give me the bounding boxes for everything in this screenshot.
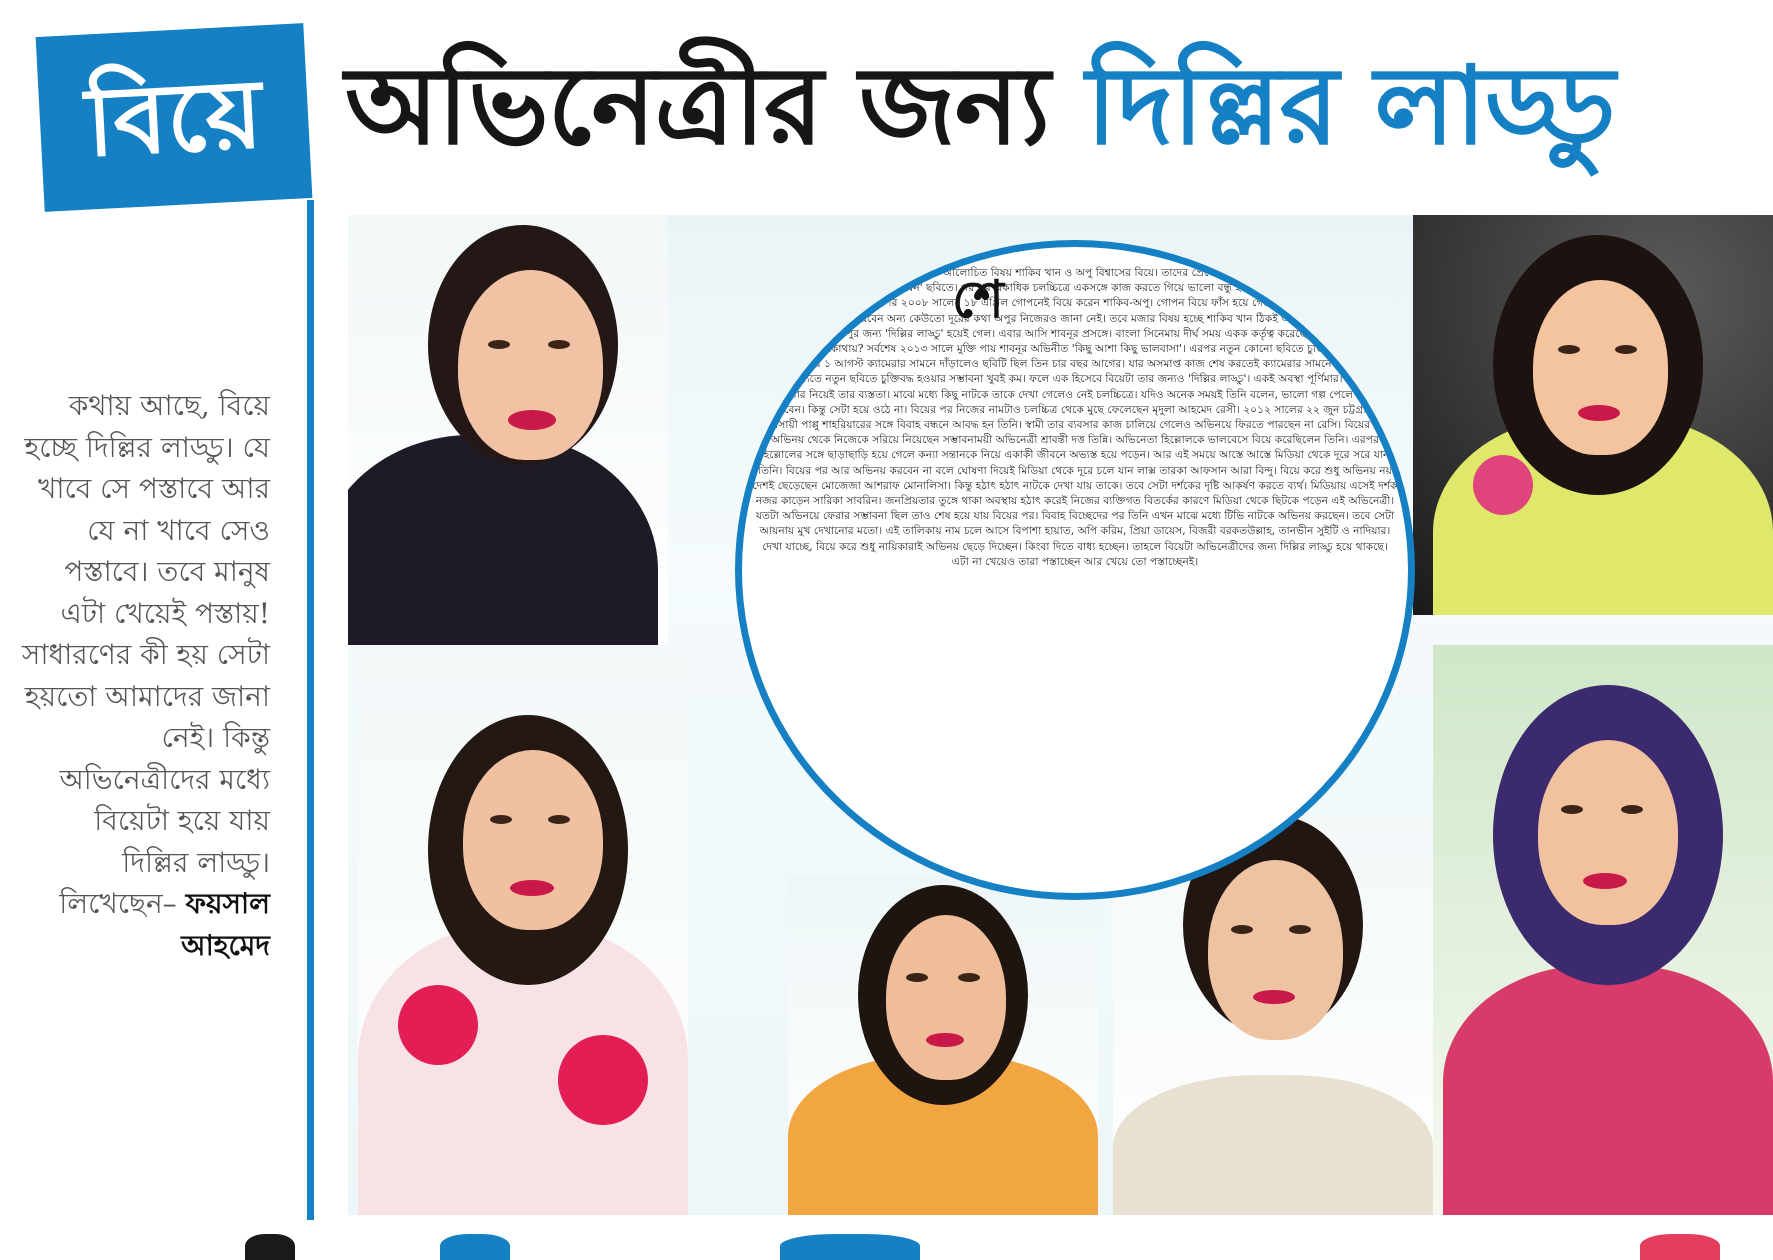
portrait-top-right: [1413, 215, 1773, 615]
intro-column: [20, 385, 270, 966]
headline-part2: দিল্লির লাড্ডু: [1086, 44, 1615, 169]
drop-cap: শে: [952, 270, 1004, 330]
article-circle: [735, 240, 1415, 900]
portrait-top-left: [348, 215, 668, 645]
intro-text: কথায় আছে, বিয়ে হচ্ছে দিল্লির লাড্ডু। যে খাবে সে পস্তাবে আর যে না খাবে সেও পস্তাবে। তবে মানুষ এটা খেয়েই পস্তায়! সাধারণের কী হয় সেটা হয়তো আমাদের জানা নেই। কিন্তু অভিনেত্রীদের মধ্যে বিয়েটা হয়ে যায় দিল্লির লাড্ডু।: [21, 389, 270, 879]
portrait-bottom-center: [788, 875, 1098, 1215]
headline: [345, 44, 1773, 169]
byline-prefix: লিখেছেন–: [59, 887, 186, 920]
section-rule: [307, 200, 314, 1220]
section-label: বিয়ে: [36, 23, 313, 212]
portrait-bottom-right: [1433, 645, 1773, 1215]
byline-author: ফয়সাল আহমেদ: [181, 887, 270, 962]
article-body: ষ থেকেই শুরু করা যাক। বর্তমানে সব থেকে আলোচিত বিষয় শাকিব খান ও অপু বিশ্বাসের বিয়ে। তাদের প্রেমের বিয়ে। ২০০৬ সালে তারা জুটি হয়ে প্রথম অভিনয় করেন 'কোটি টাকার কাবিন' ছবিতে। পর পর একাধিক চলচ্চিত্রে একসঙ্গে কাজ করতে গিয়ে ভালো বন্ধু হয়ে যান একে অপরের। ধীরে ধীরে সম্পর্কটা রূপ নেয় প্রেমে। অতঃপর ২০০৮ সালের ১৮ এপ্রিল গোপনেই বিয়ে করেন শাকিব-অপু। গোপন বিয়ে ফাঁস হয়ে গেলেও অপু বিশ্বাস নেই চলচ্চিত্রে। তিনি কবে অভিনয়ে ফিরবেন অন্য কেউতো দূরের কথা অপুর নিজেরও জানা নেই। তবে মজার বিষয় হচ্ছে শাকিব খান ঠিকই অভিনয় চালিয়ে যাচ্ছেন। তাহলে বিয়ে তো অপুর জন্য 'দিল্লির লাড্ডু' হয়েই গেল। এবার আসি শাবনূর প্রসঙ্গে। বাংলা সিনেমায় দীর্ঘ সময় একক কর্তৃত্ব করেছেন এই নায়িকা। কিন্তু বিয়ের পর তিনি কোথায়? সর্বশেষ ২০১৩ সালে মুক্তি পায় শাবনূর অভিনীত 'কিছু আশা কিছু ভালবাসা'। এরপর নতুন কোনো ছবিতে চুক্তিবদ্ধ হননি তিনি। ২০১৫ সালের ১ আগস্ট ক্যামেরার সামনে দাঁড়ালেও ছবিটি ছিল তিন চার বছর আগের। যার অসমাপ্ত কাজ শেষ করতেই ক্যামেরার সামনে দাঁড়ান তিনি। তবে ভবিষ্যতে নতুন ছবিতে চুক্তিবদ্ধ হওয়ার সম্ভাবনা খুবই কম। ফলে এক হিসেবে বিয়েটা তার জন্যও 'দিল্লির লাড্ডু'। একই অবস্থা পূর্ণিমার। বিয়ের পর স্বামী সংসার নিয়েই তার ব্যস্ততা। মাঝে মধ্যে কিছু নাটকে তাকে দেখা গেলেও নেই চলচ্চিত্রে। যদিও অনেক সময়ই তিনি বলেন, ভালো গল্প পেলে চলচ্চিত্রে ফিরবেন। কিন্তু সেটা হয়ে ওঠে না। বিয়ের পর নিজের নামটাও চলচ্চিত্র থেকে মুছে ফেলেছেন মৃদুলা আহমেদ রেসী। ২০১২ সালের ২২ জুন চট্টগ্রামের ব্যবসায়ী পাপ্পু শাহরিয়ারের সঙ্গে বিবাহ বন্ধনে আবদ্ধ হন তিনি। স্বামী তার ব্যবসার কাজ চালিয়ে গেলেও অভিনয়ে ফিরতে পারছেন না রেসি। বিয়ের পর অভিনয় থেকে নিজেকে সরিয়ে নিয়েছেন সম্ভাবনাময়ী অভিনেত্রী শ্রাবন্তী দত্ত তিন্নি। অভিনেতা হিল্লোলকে ভালবেসে বিয়ে করেছিলেন তিনি। এরপর হিল্লোলের সঙ্গে ছাড়াছাড়ি হয়ে গেলে কন্যা সন্তানকে নিয়ে একাকী জীবনে অভ্যস্ত হয়ে পড়েন। আর এই সময়ে আস্তে আস্তে মিডিয়া থেকে দূরে সরে যান তিনি। বিয়ের পর আর অভিনয় করবেন না বলে ঘোষণা দিয়েই মিডিয়া থেকে দূরে চলে যান লাক্স তারকা আফসান আরা বিন্দু। বিয়ে করে শুধু অভিনয় নয় দেশই ছেড়েছেন মোজেজা আশরাফ মোনালিসা। কিন্তু হঠাৎ হঠাৎ নাটকে দেখা যায় তাকে। তবে সেটা দর্শকের দৃষ্টি আকর্ষণ করতে ব্যর্থ। মিডিয়ায় এসেই দর্শক নজর কাড়েন সারিকা সাবরিন। জনপ্রিয়তার তুঙ্গে থাকা অবস্থায় হঠাৎ করেই নিজের ব্যক্তিগত বিতর্কের কারণে মিডিয়া থেকে ছিটকে পড়েন এই অভিনেত্রী। যতটা অভিনয়ে ফেরার সম্ভাবনা ছিল তাও শেষ হয়ে যায় বিয়ের পর। বিবাহ বিচ্ছেদের পর তিনি এখন মাঝে মধ্যে টিভি নাটকে অভিনয় করছেন। তবে সেটা আয়নায় মুখ দেখানোর মতো। এই তালিকায় নাম চলে আসে বিপাশা হায়াত, অপি করিম, প্রিয়া ডায়েস, বিজরী বরকতউল্লাহ, তানভীন সুইটি ও নাদিয়ার। দেখা যাচ্ছে, বিয়ে করে শুধু নায়িকারাই অভিনয় ছেড়ে দিচ্ছেন। কিংবা দিতে বাধ্য হচ্ছেন। তাহলে বিয়েটা অভিনেত্রীদের জন্য দিল্লির লাড্ডু হয়ে থাকছে। এটা না খেয়েও তারা পস্তাচ্ছেন আর খেয়ে তো পস্তাচ্ছেনই।: [752, 266, 1398, 568]
next-headline-clip: [0, 1222, 1773, 1260]
headline-part1: অভিনেত্রীর জন্য: [345, 44, 1087, 169]
portrait-bottom-left: [358, 655, 688, 1215]
byline: [20, 883, 270, 966]
